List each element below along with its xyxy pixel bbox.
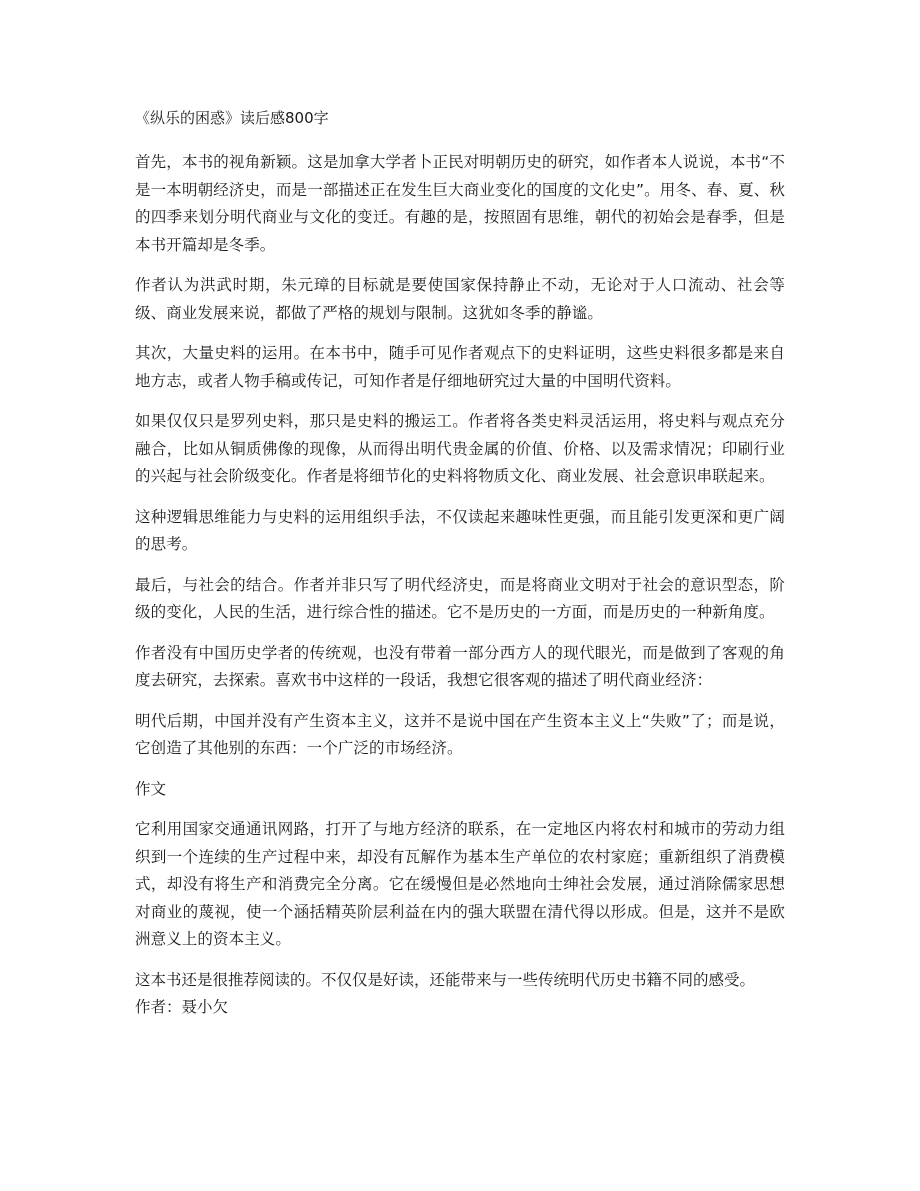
document-title: 《纵乐的困惑》读后感800字	[135, 109, 329, 127]
paragraph-objectivity: 作者没有中国历史学者的传统观，也没有带着一部分西方人的现代眼光，而是做到了客观的角度去研究，去探索。喜欢书中这样的一段话，我想它很客观的描述了明代商业经济：	[135, 643, 785, 689]
paragraph-quote: 明代后期，中国并没有产生资本主义，这并不是说中国在产生资本主义上“失败”了；而是说，它创造了其他别的东西：一个广泛的市场经济。	[135, 711, 785, 757]
closing-line: 这本书还是很推荐阅读的。不仅仅是好读，还能带来与一些传统明代历史书籍不同的感受。	[135, 970, 756, 989]
paragraph-hongwu: 作者认为洪武时期，朱元璋的目标就是要使国家保持静止不动，无论对于人口流动、社会等级、商业发展来说，都做了严格的规划与限制。这犹如冬季的静谧。	[135, 276, 785, 322]
document-page	[135, 108, 785, 1022]
paragraph-sources: 其次，大量史料的运用。在本书中，随手可见作者观点下的史料证明，这些史料很多都是来自地方志，或者人物手稿或传记，可知作者是仔细地研究过大量的中国明代资料。	[135, 344, 785, 390]
paragraph-essay: 它利用国家交通通讯网路，打开了与地方经济的联系，在一定地区内将农村和城市的劳动力组织到一个连续的生产过程中来，却没有瓦解作为基本生产单位的农村家庭；重新组织了消费模式，却没有将生产和消费完全分离。它在缓慢但是必然地向士绅社会发展，通过消除儒家思想对商业的蔑视，使一个涵括精英阶层利益在内的强大联盟在清代得以形成。但是，这并不是欧洲意义上的资本主义。	[135, 820, 785, 948]
paragraph-society: 最后，与社会的结合。作者并非只写了明代经济史，而是将商业文明对于社会的意识型态，阶级的变化，人民的生活，进行综合性的描述。它不是历史的一方面，而是历史的一种新角度。	[135, 575, 785, 621]
paragraph-perspective: 首先，本书的视角新颖。这是加拿大学者卜正民对明朝历史的研究，如作者本人说说，本书“不是一本明朝经济史，而是一部描述正在发生巨大商业变化的国度的文化史”。用冬、春、夏、秋的四季来划分明代商业与文化的变迁。有趣的是，按照固有思维，朝代的初始会是春季，但是本书开篇却是冬季。	[135, 153, 785, 254]
section-heading: 作文	[135, 779, 167, 798]
paragraph-logic: 这种逻辑思维能力与史料的运用组织手法，不仅读起来趣味性更强，而且能引发更深和更广阔的思考。	[135, 507, 785, 553]
author-line: 作者：聂小欠	[135, 998, 229, 1016]
paragraph-source-usage: 如果仅仅只是罗列史料，那只是史料的搬运工。作者将各类史料灵活运用，将史料与观点充分融合，比如从铜质佛像的现像，从而得出明代贵金属的价值、价格、以及需求情况；印刷行业的兴起与社会阶级变化。作者是将细节化的史料将物质文化、商业发展、社会意识串联起来。	[135, 412, 785, 485]
